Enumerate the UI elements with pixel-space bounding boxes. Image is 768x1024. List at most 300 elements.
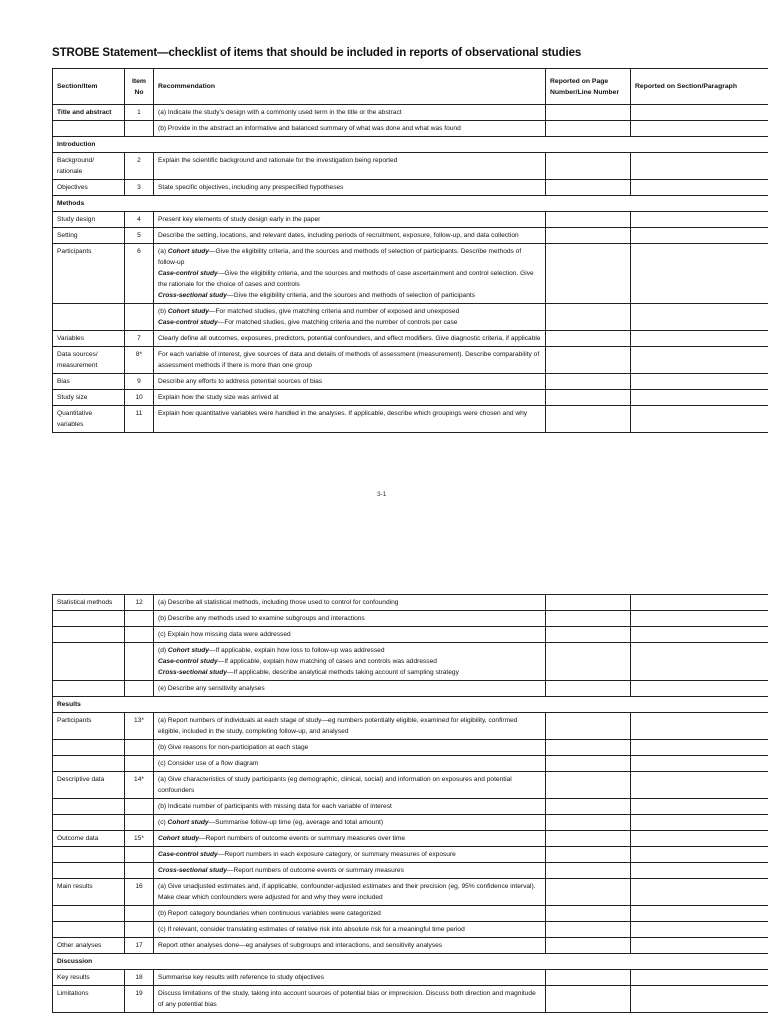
sub-item-prefix: (a) bbox=[158, 248, 168, 255]
table-row bbox=[53, 799, 768, 815]
table-row bbox=[53, 611, 768, 627]
recommendation-text: —Give the eligibility criteria, and the sources and methods of case ascertainment and control selection. Give the rationale for the choice of cases and controls bbox=[158, 270, 534, 288]
item-name bbox=[53, 304, 125, 331]
item-name: Objectives bbox=[53, 180, 125, 196]
page-line-cell[interactable] bbox=[546, 105, 631, 121]
item-name bbox=[53, 756, 125, 772]
study-type-label: Case-control study bbox=[158, 270, 218, 277]
item-number: 2 bbox=[125, 153, 154, 180]
recommendation-line bbox=[158, 107, 541, 118]
recommendation-text: Explain how the study size was arrived at bbox=[158, 394, 279, 401]
page-number: 3-1 bbox=[377, 491, 387, 498]
section-paragraph-cell[interactable] bbox=[631, 970, 768, 986]
section-paragraph-cell[interactable] bbox=[631, 228, 768, 244]
table-row bbox=[53, 212, 768, 228]
recommendation-line bbox=[158, 683, 541, 694]
item-name bbox=[53, 681, 125, 697]
recommendation-line bbox=[158, 972, 541, 983]
checklist-table-1 bbox=[52, 68, 768, 433]
page-line-cell[interactable] bbox=[546, 611, 631, 627]
page-line-cell[interactable] bbox=[546, 879, 631, 906]
section-paragraph-cell[interactable] bbox=[631, 986, 768, 1013]
section-paragraph-cell[interactable] bbox=[631, 938, 768, 954]
recommendation-text: Present key elements of study design early in the paper bbox=[158, 216, 321, 223]
item-number: 12 bbox=[125, 595, 154, 611]
section-paragraph-cell[interactable] bbox=[631, 643, 768, 681]
study-type-label: Cohort study bbox=[167, 308, 209, 315]
recommendation bbox=[154, 922, 546, 938]
section-paragraph-cell[interactable] bbox=[631, 121, 768, 137]
section-paragraph-cell[interactable] bbox=[631, 772, 768, 799]
recommendation bbox=[154, 244, 546, 304]
section-header-row bbox=[53, 697, 768, 713]
study-type-label: Case-control study bbox=[158, 658, 218, 665]
item-name bbox=[53, 799, 125, 815]
recommendation-text: (b) Provide in the abstract an informative and balanced summary of what was done and what was found bbox=[158, 125, 461, 132]
item-name: Data sources/ measurement bbox=[53, 347, 125, 374]
item-number bbox=[125, 627, 154, 643]
item-name: Setting bbox=[53, 228, 125, 244]
recommendation-line bbox=[158, 408, 541, 419]
recommendation-text: (b) Describe any methods used to examine subgroups and interactions bbox=[158, 615, 365, 622]
page-line-cell[interactable] bbox=[546, 180, 631, 196]
section-paragraph-cell[interactable] bbox=[631, 831, 768, 847]
item-name: Key results bbox=[53, 970, 125, 986]
table-row bbox=[53, 643, 768, 681]
item-number: 5 bbox=[125, 228, 154, 244]
section-paragraph-cell[interactable] bbox=[631, 153, 768, 180]
sub-item-prefix: (d) bbox=[158, 647, 168, 654]
recommendation bbox=[154, 938, 546, 954]
page-line-cell[interactable] bbox=[546, 212, 631, 228]
col-header-recommendation: Recommendation bbox=[154, 69, 546, 105]
section-paragraph-cell[interactable] bbox=[631, 374, 768, 390]
recommendation-text: (c) Consider use of a flow diagram bbox=[158, 760, 259, 767]
item-number bbox=[125, 815, 154, 831]
recommendation bbox=[154, 595, 546, 611]
recommendation bbox=[154, 153, 546, 180]
item-number bbox=[125, 681, 154, 697]
section-paragraph-cell[interactable] bbox=[631, 212, 768, 228]
section-paragraph-cell[interactable] bbox=[631, 906, 768, 922]
recommendation-line bbox=[158, 392, 541, 403]
recommendation-line bbox=[158, 988, 541, 1010]
recommendation bbox=[154, 347, 546, 374]
page-line-cell[interactable] bbox=[546, 799, 631, 815]
recommendation-text: Explain how quantitative variables were handled in the analyses. If applicable, describe which groupings were chosen and why bbox=[158, 410, 528, 417]
table-row bbox=[53, 374, 768, 390]
item-name bbox=[53, 643, 125, 681]
recommendation bbox=[154, 331, 546, 347]
recommendation-line bbox=[158, 715, 541, 737]
page-line-cell[interactable] bbox=[546, 906, 631, 922]
section-paragraph-cell[interactable] bbox=[631, 713, 768, 740]
item-name bbox=[53, 611, 125, 627]
checklist-table-2 bbox=[52, 594, 768, 1013]
page-line-cell[interactable] bbox=[546, 153, 631, 180]
item-number bbox=[125, 121, 154, 137]
page-line-cell[interactable] bbox=[546, 390, 631, 406]
recommendation-text: Report other analyses done—eg analyses of subgroups and interactions, and sensitivity analyses bbox=[158, 942, 443, 949]
recommendation-text: Clearly define all outcomes, exposures, predictors, potential confounders, and effect modifiers. Give diagnostic criteria, if applicable bbox=[158, 335, 541, 342]
table-row bbox=[53, 906, 768, 922]
page-line-cell[interactable] bbox=[546, 304, 631, 331]
item-number: 19 bbox=[125, 986, 154, 1013]
col-header-item-no: Item No bbox=[125, 69, 154, 105]
item-name: Variables bbox=[53, 331, 125, 347]
recommendation bbox=[154, 831, 546, 847]
section-paragraph-cell[interactable] bbox=[631, 922, 768, 938]
item-name: Title and abstract bbox=[53, 105, 125, 121]
item-name: Quantitative variables bbox=[53, 406, 125, 433]
page-line-cell[interactable] bbox=[546, 772, 631, 799]
table-row bbox=[53, 331, 768, 347]
section-heading: Methods bbox=[53, 196, 768, 212]
section-heading: Results bbox=[53, 697, 768, 713]
recommendation-line bbox=[158, 597, 541, 608]
table-row bbox=[53, 153, 768, 180]
item-name bbox=[53, 847, 125, 863]
recommendation-text: —Report numbers of outcome events or summary measures over time bbox=[199, 835, 405, 842]
recommendation bbox=[154, 212, 546, 228]
item-number: 15* bbox=[125, 831, 154, 847]
recommendation-line bbox=[158, 349, 541, 371]
section-paragraph-cell[interactable] bbox=[631, 756, 768, 772]
recommendation-text: (b) Report category boundaries when continuous variables were categorized bbox=[158, 910, 381, 917]
section-paragraph-cell[interactable] bbox=[631, 304, 768, 331]
item-number: 7 bbox=[125, 331, 154, 347]
section-paragraph-cell[interactable] bbox=[631, 847, 768, 863]
section-paragraph-cell[interactable] bbox=[631, 740, 768, 756]
item-name: Main results bbox=[53, 879, 125, 906]
section-paragraph-cell[interactable] bbox=[631, 627, 768, 643]
recommendation bbox=[154, 986, 546, 1013]
recommendation-text: (b) Give reasons for non-participation at each stage bbox=[158, 744, 309, 751]
table-row bbox=[53, 970, 768, 986]
recommendation-text: —Give the eligibility criteria, and the sources and methods of selection of participants bbox=[226, 292, 476, 299]
table-row bbox=[53, 595, 768, 611]
recommendation bbox=[154, 906, 546, 922]
page-line-cell[interactable] bbox=[546, 627, 631, 643]
item-name bbox=[53, 815, 125, 831]
section-paragraph-cell[interactable] bbox=[631, 815, 768, 831]
section-paragraph-cell[interactable] bbox=[631, 863, 768, 879]
recommendation-line bbox=[158, 645, 541, 656]
section-heading: Introduction bbox=[53, 137, 768, 153]
section-header-row bbox=[53, 954, 768, 970]
page-line-cell[interactable] bbox=[546, 681, 631, 697]
item-name: Participants bbox=[53, 244, 125, 304]
section-paragraph-cell[interactable] bbox=[631, 406, 768, 433]
section-paragraph-cell[interactable] bbox=[631, 799, 768, 815]
page-line-cell[interactable] bbox=[546, 713, 631, 740]
item-number bbox=[125, 863, 154, 879]
page-line-cell[interactable] bbox=[546, 347, 631, 374]
recommendation-line bbox=[158, 230, 541, 241]
study-type-label: Case-control study bbox=[158, 851, 218, 858]
recommendation-text: For each variable of interest, give sources of data and details of methods of assessment (measurement). Describe comparability of assessment methods if there is more than one group bbox=[158, 351, 540, 369]
recommendation-line bbox=[158, 306, 541, 317]
item-name: Bias bbox=[53, 374, 125, 390]
item-number bbox=[125, 643, 154, 681]
recommendation-line bbox=[158, 833, 541, 844]
recommendation-text: (a) Report numbers of individuals at each stage of study—eg numbers potentially eligible, examined for eligibility, confirmed eligible, included in the study, completing follow-up, and analysed bbox=[158, 717, 518, 735]
recommendation-text: —Report numbers in each exposure category, or summary measures of exposure bbox=[217, 851, 456, 858]
recommendation bbox=[154, 740, 546, 756]
recommendation-text: (c) If relevant, consider translating estimates of relative risk into absolute risk for a meaningful time period bbox=[158, 926, 465, 933]
item-number: 3 bbox=[125, 180, 154, 196]
recommendation-text: Explain the scientific background and rationale for the investigation being reported bbox=[158, 157, 398, 164]
table-row bbox=[53, 879, 768, 906]
study-type-label: Case-control study bbox=[158, 319, 218, 326]
page-line-cell[interactable] bbox=[546, 756, 631, 772]
recommendation bbox=[154, 772, 546, 799]
recommendation-text: —If applicable, explain how matching of cases and controls was addressed bbox=[217, 658, 437, 665]
table-row bbox=[53, 713, 768, 740]
recommendation bbox=[154, 970, 546, 986]
page-line-cell[interactable] bbox=[546, 863, 631, 879]
recommendation bbox=[154, 390, 546, 406]
table-row bbox=[53, 390, 768, 406]
item-number: 17 bbox=[125, 938, 154, 954]
table-row bbox=[53, 740, 768, 756]
page-line-cell[interactable] bbox=[546, 643, 631, 681]
item-name: Statistical methods bbox=[53, 595, 125, 611]
item-number: 16 bbox=[125, 879, 154, 906]
recommendation-line bbox=[158, 758, 541, 769]
item-name bbox=[53, 740, 125, 756]
recommendation-line bbox=[158, 155, 541, 166]
item-number bbox=[125, 740, 154, 756]
recommendation-line bbox=[158, 881, 541, 903]
item-number: 18 bbox=[125, 970, 154, 986]
recommendation-line bbox=[158, 849, 541, 860]
study-type-label: Cohort study bbox=[167, 647, 209, 654]
item-name bbox=[53, 121, 125, 137]
page-line-cell[interactable] bbox=[546, 815, 631, 831]
section-paragraph-cell[interactable] bbox=[631, 595, 768, 611]
recommendation-text: —If applicable, describe analytical methods taking account of sampling strategy bbox=[226, 669, 459, 676]
item-number bbox=[125, 922, 154, 938]
recommendation bbox=[154, 406, 546, 433]
recommendation-line bbox=[158, 317, 541, 328]
table-row bbox=[53, 244, 768, 304]
recommendation-line bbox=[158, 656, 541, 667]
recommendation bbox=[154, 847, 546, 863]
page-line-cell[interactable] bbox=[546, 970, 631, 986]
page-line-cell[interactable] bbox=[546, 986, 631, 1013]
table-row bbox=[53, 772, 768, 799]
recommendation-line bbox=[158, 667, 541, 678]
section-paragraph-cell[interactable] bbox=[631, 611, 768, 627]
recommendation bbox=[154, 863, 546, 879]
recommendation bbox=[154, 228, 546, 244]
item-number: 4 bbox=[125, 212, 154, 228]
recommendation bbox=[154, 121, 546, 137]
table-row bbox=[53, 938, 768, 954]
recommendation-text: (c) Explain how missing data were addressed bbox=[158, 631, 291, 638]
section-paragraph-cell[interactable] bbox=[631, 244, 768, 304]
study-type-label: Cohort study bbox=[158, 835, 200, 842]
section-heading: Discussion bbox=[53, 954, 768, 970]
recommendation-text: —Summarise follow-up time (eg, average and total amount) bbox=[208, 819, 384, 826]
sub-item-prefix: (b) bbox=[158, 308, 168, 315]
recommendation-line bbox=[158, 123, 541, 134]
table-row bbox=[53, 756, 768, 772]
section-paragraph-cell[interactable] bbox=[631, 390, 768, 406]
recommendation-line bbox=[158, 246, 541, 268]
table-row bbox=[53, 986, 768, 1013]
recommendation bbox=[154, 815, 546, 831]
section-paragraph-cell[interactable] bbox=[631, 681, 768, 697]
table-row bbox=[53, 304, 768, 331]
section-paragraph-cell[interactable] bbox=[631, 879, 768, 906]
study-type-label: Cross-sectional study bbox=[158, 292, 227, 299]
table-row bbox=[53, 815, 768, 831]
item-number: 14* bbox=[125, 772, 154, 799]
recommendation-line bbox=[158, 268, 541, 290]
recommendation-line bbox=[158, 742, 541, 753]
recommendation-line bbox=[158, 290, 541, 301]
item-name: Study design bbox=[53, 212, 125, 228]
study-type-label: Cross-sectional study bbox=[158, 867, 227, 874]
recommendation bbox=[154, 105, 546, 121]
item-name: Participants bbox=[53, 713, 125, 740]
page-line-cell[interactable] bbox=[546, 244, 631, 304]
recommendation bbox=[154, 756, 546, 772]
item-number: 9 bbox=[125, 374, 154, 390]
recommendation-text: Describe the setting, locations, and relevant dates, including periods of recruitment, exposure, follow-up, and data collection bbox=[158, 232, 519, 239]
sub-item-prefix: (c) bbox=[158, 819, 168, 826]
item-number: 11 bbox=[125, 406, 154, 433]
recommendation-text: (a) Describe all statistical methods, including those used to control for confounding bbox=[158, 599, 399, 606]
item-number bbox=[125, 611, 154, 627]
page-line-cell[interactable] bbox=[546, 595, 631, 611]
table-row bbox=[53, 121, 768, 137]
recommendation-line bbox=[158, 865, 541, 876]
recommendation bbox=[154, 879, 546, 906]
item-name: Background/ rationale bbox=[53, 153, 125, 180]
recommendation bbox=[154, 713, 546, 740]
item-number: 1 bbox=[125, 105, 154, 121]
item-name: Descriptive data bbox=[53, 772, 125, 799]
table-row bbox=[53, 681, 768, 697]
item-name bbox=[53, 922, 125, 938]
table-row bbox=[53, 105, 768, 121]
item-number: 10 bbox=[125, 390, 154, 406]
item-number bbox=[125, 847, 154, 863]
section-paragraph-cell[interactable] bbox=[631, 105, 768, 121]
table-row bbox=[53, 831, 768, 847]
item-number: 6 bbox=[125, 244, 154, 304]
recommendation bbox=[154, 374, 546, 390]
page-line-cell[interactable] bbox=[546, 331, 631, 347]
recommendation-line bbox=[158, 376, 541, 387]
recommendation-text: —Give the eligibility criteria, and the sources and methods of selection of participants. Describe methods of follow-up bbox=[158, 248, 522, 266]
recommendation-line bbox=[158, 817, 541, 828]
table-row bbox=[53, 863, 768, 879]
page-line-cell[interactable] bbox=[546, 922, 631, 938]
recommendation-line bbox=[158, 801, 541, 812]
recommendation bbox=[154, 304, 546, 331]
item-number bbox=[125, 304, 154, 331]
table-row bbox=[53, 228, 768, 244]
page-line-cell[interactable] bbox=[546, 406, 631, 433]
col-header-section-paragraph: Reported on Section/Paragraph bbox=[631, 69, 768, 105]
table-header-row bbox=[53, 69, 768, 105]
recommendation-text: (a) Indicate the study’s design with a commonly used term in the title or the abstract bbox=[158, 109, 402, 116]
table-row bbox=[53, 406, 768, 433]
item-number: 8* bbox=[125, 347, 154, 374]
recommendation-text: (a) Give unadjusted estimates and, if applicable, confounder-adjusted estimates and their precision (eg, 95% confidence interval). Make clear which confounders were adjusted for and why they were included bbox=[158, 883, 536, 901]
page-line-cell[interactable] bbox=[546, 847, 631, 863]
item-number bbox=[125, 906, 154, 922]
recommendation bbox=[154, 627, 546, 643]
item-name bbox=[53, 863, 125, 879]
page-line-cell[interactable] bbox=[546, 831, 631, 847]
section-paragraph-cell[interactable] bbox=[631, 180, 768, 196]
recommendation-text: —If applicable, explain how loss to follow-up was addressed bbox=[208, 647, 385, 654]
item-name: Study size bbox=[53, 390, 125, 406]
item-number: 13* bbox=[125, 713, 154, 740]
page-title: STROBE Statement—checklist of items that should be included in reports of observational studies bbox=[52, 47, 582, 59]
recommendation-text: —Report numbers of outcome events or summary measures bbox=[226, 867, 404, 874]
section-header-row bbox=[53, 137, 768, 153]
recommendation bbox=[154, 643, 546, 681]
page-line-cell[interactable] bbox=[546, 938, 631, 954]
recommendation-text: (e) Describe any sensitivity analyses bbox=[158, 685, 265, 692]
recommendation bbox=[154, 681, 546, 697]
recommendation-text: State specific objectives, including any prespecified hypotheses bbox=[158, 184, 344, 191]
recommendation bbox=[154, 799, 546, 815]
table-row bbox=[53, 347, 768, 374]
study-type-label: Cross-sectional study bbox=[158, 669, 227, 676]
recommendation-text: (a) Give characteristics of study participants (eg demographic, clinical, social) and information on exposures and potential confounders bbox=[158, 776, 512, 794]
table-row bbox=[53, 922, 768, 938]
col-header-section: Section/Item bbox=[53, 69, 125, 105]
recommendation-line bbox=[158, 629, 541, 640]
recommendation-line bbox=[158, 613, 541, 624]
study-type-label: Cohort study bbox=[167, 819, 209, 826]
item-name bbox=[53, 906, 125, 922]
table-row bbox=[53, 847, 768, 863]
item-number bbox=[125, 799, 154, 815]
page-line-cell[interactable] bbox=[546, 740, 631, 756]
recommendation-line bbox=[158, 182, 541, 193]
recommendation-line bbox=[158, 774, 541, 796]
item-number bbox=[125, 756, 154, 772]
recommendation-text: —For matched studies, give matching criteria and number of exposed and unexposed bbox=[208, 308, 460, 315]
recommendation-text: —For matched studies, give matching criteria and the number of controls per case bbox=[217, 319, 458, 326]
recommendation-text: Describe any efforts to address potential sources of bias bbox=[158, 378, 323, 385]
page-line-cell[interactable] bbox=[546, 121, 631, 137]
section-header-row bbox=[53, 196, 768, 212]
item-name bbox=[53, 627, 125, 643]
item-name: Limitations bbox=[53, 986, 125, 1013]
section-paragraph-cell[interactable] bbox=[631, 331, 768, 347]
col-header-page-line: Reported on Page Number/Line Number bbox=[546, 69, 631, 105]
table-row bbox=[53, 627, 768, 643]
recommendation-text: (b) Indicate number of participants with missing data for each variable of interest bbox=[158, 803, 392, 810]
page-line-cell[interactable] bbox=[546, 374, 631, 390]
recommendation-line bbox=[158, 924, 541, 935]
recommendation-text: Discuss limitations of the study, taking into account sources of potential bias or imprecision. Discuss both direction and magnitude of any potential bias bbox=[158, 990, 536, 1008]
page-line-cell[interactable] bbox=[546, 228, 631, 244]
table-row bbox=[53, 180, 768, 196]
section-paragraph-cell[interactable] bbox=[631, 347, 768, 374]
study-type-label: Cohort study bbox=[167, 248, 209, 255]
item-name: Other analyses bbox=[53, 938, 125, 954]
